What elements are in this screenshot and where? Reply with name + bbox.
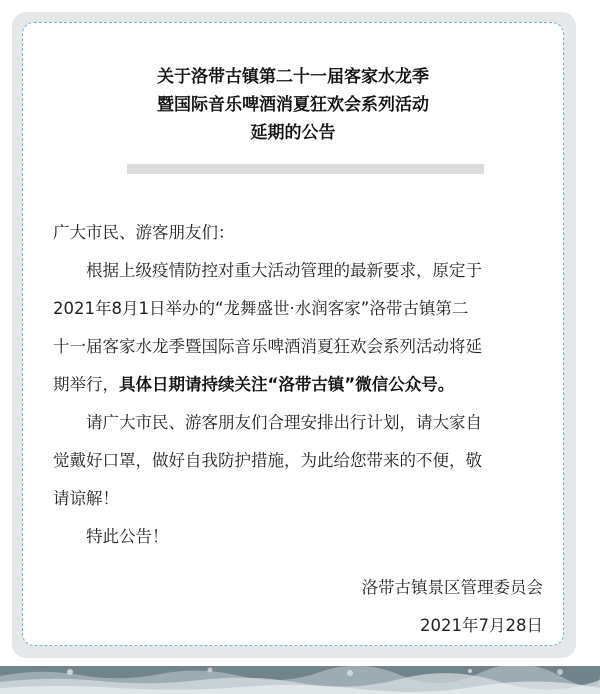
title-line-2: 暨国际音乐啤酒消夏狂欢会系列活动 [157, 95, 429, 115]
para2-line-3: 请谅解！ [53, 489, 119, 508]
closing: 特此公告！ [86, 527, 169, 546]
notice-card [12, 12, 576, 658]
title-divider [127, 164, 484, 174]
para1-line-3: 十一届客家水龙季暨国际音乐啤酒消夏狂欢会系列活动将延 [53, 337, 482, 356]
para1-line-2: 2021年8月1日举办的“龙舞盛世·水润客家”洛带古镇第二 [53, 299, 469, 318]
notice-title [23, 63, 563, 147]
notice-panel [22, 22, 564, 646]
para2-line-1: 请广大市民、游客朋友们合理安排出行计划，请大家自 [86, 413, 482, 432]
background-photo [0, 666, 600, 694]
para1-last-bold: 具体日期请持续关注“洛带古镇”微信公众号。 [119, 375, 455, 394]
salutation: 广大市民、游客朋友们： [53, 223, 235, 242]
signature-org: 洛带古镇景区管理委员会 [361, 578, 543, 597]
title-line-1: 关于洛带古镇第二十一届客家水龙季 [157, 67, 429, 87]
title-line-3: 延期的公告 [250, 123, 336, 143]
signature-date: 2021年7月28日 [420, 616, 543, 635]
para2-line-2: 觉戴好口罩，做好自我防护措施，为此给您带来的不便，敬 [53, 451, 482, 470]
para1-line-1: 根据上级疫情防控对重大活动管理的最新要求，原定于 [86, 261, 482, 280]
para1-last-normal: 期举行， [53, 375, 119, 394]
water-spray-image [0, 666, 600, 694]
notice-body [53, 214, 541, 556]
para1-line-4 [53, 366, 541, 404]
